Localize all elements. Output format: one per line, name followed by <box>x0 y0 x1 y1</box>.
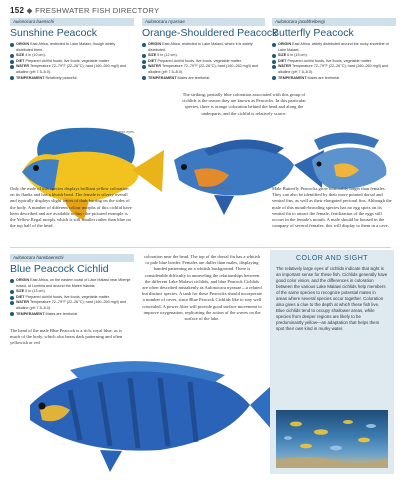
size-icon <box>272 54 276 58</box>
fact-value: 5 in (13 cm). <box>25 289 46 294</box>
diet-icon <box>142 60 146 64</box>
caption-ventral-barring: Ventral blue barring <box>200 186 232 190</box>
fact-row <box>272 42 392 53</box>
size-icon <box>10 290 14 294</box>
origin-icon <box>10 43 14 47</box>
fact-value: 4 in (10 cm). <box>25 53 46 58</box>
fact-value: Temperature 72–79°F (22–26°C); hard (160–260 mg/l) and alkaline (pH 7.5–8.0). <box>16 300 127 310</box>
species-tag-4: Aulonocara hansbaenschi <box>10 254 134 262</box>
fact-key: ORIGIN <box>278 42 292 46</box>
temperament-icon <box>10 76 14 80</box>
fact-key: SIZE <box>148 53 157 58</box>
fact-row <box>10 312 132 318</box>
facts-sunshine <box>10 42 132 81</box>
fact-key: ORIGIN <box>16 42 30 46</box>
fact-key: DIET <box>278 58 287 63</box>
fact-key: WATER <box>278 64 292 69</box>
fact-row <box>142 42 262 53</box>
fact-value: Prepared cichlid foods, live foods, vegetable matter. <box>157 58 242 63</box>
fact-row <box>10 76 132 82</box>
facts-blue <box>10 278 132 317</box>
species-tag-3: Aulonocara jacobfreibergi <box>272 18 396 26</box>
header-bullet: ◆ <box>26 6 36 15</box>
fact-row <box>272 76 392 82</box>
fact-key: ORIGIN <box>16 278 30 282</box>
fact-key: TEMPERAMENT <box>16 311 45 316</box>
fact-value: Males are territorial. <box>177 75 211 80</box>
fact-value: Males are territorial. <box>307 75 341 80</box>
fact-key: WATER <box>148 64 162 69</box>
diet-icon <box>272 60 276 64</box>
fact-value: 6 in (15 cm). <box>287 53 308 58</box>
size-icon <box>10 54 14 58</box>
fact-value: Temperature 72–79°F (22–26°C); hard (160–260 mg/l) and alkaline (pH 7.5–8.0). <box>278 64 389 74</box>
title-blue-peacock-cichlid: Blue Peacock Cichlid <box>10 263 109 275</box>
fact-value: East Africa, widely distributed around the rocky shoreline of Lake Malawi. <box>278 42 389 52</box>
title-sunshine-peacock: Sunshine Peacock <box>10 27 97 39</box>
fact-key: TEMPERAMENT <box>278 75 307 80</box>
origin-icon <box>142 43 146 47</box>
temperament-icon <box>272 76 276 80</box>
fact-key: WATER <box>16 300 30 305</box>
water-icon <box>10 65 14 69</box>
fact-key: DIET <box>16 58 25 63</box>
origin-icon <box>10 279 14 283</box>
fact-row <box>10 64 132 75</box>
title-orange-shouldered-peacock: Orange-Shouldered Peacock <box>142 27 278 39</box>
body-sunshine: Only the male of this species displays brilliant yellow coloration on its flanks and has a bluish head. The female is silvery overall and typically displays slight traces of dark barring on the sides of the body. A number of different colour morphs of this cichlid have been described and are available to buy; the pictured example is the Yellow Regal morph, which is still smaller rather than blue on the top half of the head. <box>10 186 132 229</box>
species-tag-2: Aulonocara nyassae <box>142 18 265 26</box>
title-butterfly-peacock: Butterfly Peacock <box>272 27 354 39</box>
butterfly-peacock-illustration <box>312 133 386 189</box>
page-header <box>10 6 159 15</box>
temperament-icon <box>142 76 146 80</box>
size-icon <box>142 54 146 58</box>
origin-icon <box>272 43 276 47</box>
fact-value: Prepared cichlid foods, live foods, vegetable matter. <box>25 294 110 299</box>
facts-orange <box>142 42 262 81</box>
intro-paragraph-orange: The striking, partially blue coloration associated with this group of cichlids is the reason they are known as Peacocks. In this particular species, there is orange coloration behind the head and along the underparts, and the cichlid is relatively scarce. <box>182 92 306 116</box>
sidebar-color-and-sight <box>270 250 394 474</box>
water-icon <box>272 65 276 69</box>
fact-value: Prepared cichlid foods, live foods, vegetable matter. <box>25 58 110 63</box>
section-title: FRESHWATER FISH DIRECTORY <box>35 6 160 15</box>
water-icon <box>142 65 146 69</box>
fact-key: SIZE <box>16 289 25 294</box>
facts-butterfly <box>272 42 392 81</box>
page-number: 152 <box>10 6 25 15</box>
sidebar-text: The relatively large eyes of cichlids indicate that sight is an important sense for these fish. Cichlids generally have good color vision, and the differences in coloration between the various Lake Malawi cichlids help members of the same species to recognize potential mates in areas where several species occur together. Coloration also gives a clue to the depth at which these fish live. Blue cichlids tend to occupy shallower areas, while species from deeper regions are likely to be predominantly yellow—an adaptation that helps them spot their own kind in murky water. <box>276 266 388 331</box>
fact-key: WATER <box>16 64 30 69</box>
fact-row <box>10 300 132 311</box>
fact-value: Relatively peaceful. <box>45 75 78 80</box>
school-of-fish-photo <box>276 410 388 468</box>
fact-value: Males are territorial. <box>45 311 79 316</box>
fact-value: East Africa, on the eastern coast of Lake Malawi near Mbenje Island, at Lumbila and around the Maleri Islands. <box>16 278 131 288</box>
water-icon <box>10 301 14 305</box>
body-blue-2: coloration near the head. The top of the dorsal fin has a whitish or pale blue border. Females are duller than males, displaying banded patterning on a whitish background. There is considerable difficulty in unraveling the relationships between the different Lake Malawi cichlids, and blue Peacock Cichlids are often described mistakenly as Aulonocara nyassae—a related but distinct species. A tank for these Peacocks should incorporate a number of caves, since Blue Peacock Cichlids like to stay well concealed. A power filter will provide good surface movement to improve oxygenation, replicating the action of the waves on the surface of the lake. <box>142 254 262 322</box>
temperament-icon <box>10 312 14 316</box>
fact-value: Temperature 72–79°F (22–26°C); hard (160–260 mg/l) and alkaline (pH 7.5–8.0). <box>148 64 259 74</box>
body-butterfly: Male Butterfly Peacocks grow noticeably larger than females. They can also be identified by their more pointed dorsal and ventral fins, as well as their elongated pectoral fins. Although the male of this mouth-brooding species has no egg spots on its ventral fin to attract the female, fertilization of the eggs still occurs in the female's mouth. A male should be housed in the company of several females; this will display to them in a cave. <box>272 186 392 229</box>
fact-key: DIET <box>148 58 157 63</box>
fact-value: Temperature 72–79°F (22–26°C); hard (160–260 mg/l) and alkaline (pH 7.5–8.0). <box>16 64 127 74</box>
fact-key: SIZE <box>278 53 287 58</box>
fact-key: TEMPERAMENT <box>148 75 177 80</box>
species-tag-1: Aulonocara baenschi <box>10 18 134 26</box>
blue-peacock-illustration <box>10 350 270 475</box>
fact-row <box>272 64 392 75</box>
fact-key: TEMPERAMENT <box>16 75 45 80</box>
section-divider <box>10 247 391 248</box>
fact-value: East Africa, restricted to Lake Malawi, where it is widely distributed. <box>148 42 253 52</box>
fact-key: ORIGIN <box>148 42 162 46</box>
sidebar-title: COLOR AND SIGHT <box>295 255 369 262</box>
fact-key: DIET <box>16 294 25 299</box>
fact-value: East Africa, restricted to Lake Malawi, though widely distributed there. <box>16 42 116 52</box>
caption-large-eyes: Large eyes <box>116 130 134 134</box>
fact-key: SIZE <box>16 53 25 58</box>
fact-row <box>142 64 262 75</box>
diet-icon <box>10 296 14 300</box>
fact-row <box>10 42 132 53</box>
diet-icon <box>10 60 14 64</box>
fact-value: 5 in (12 cm). <box>157 53 178 58</box>
fact-row <box>142 76 262 82</box>
fact-row <box>10 278 132 289</box>
fact-value: Prepared cichlid foods, live foods, vegetable matter. <box>287 58 372 63</box>
body-blue-1: The head of the male Blue Peacock is a rich, royal blue, as is much of the body, which also bears dark patterning and often yellowish or red <box>10 328 123 346</box>
school-of-fish-image <box>276 410 388 468</box>
